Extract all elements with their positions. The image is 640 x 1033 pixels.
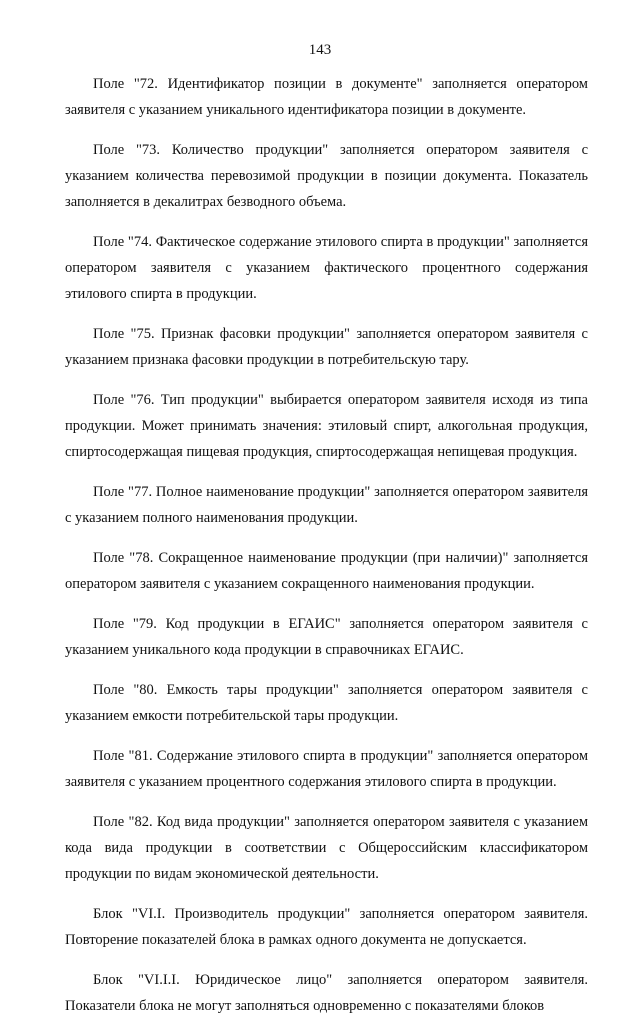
paragraph-field-72: Поле "72. Идентификатор позиции в документе" заполняется оператором заявителя с указанием уникального идентификатора позиции в документе. — [65, 76, 588, 118]
paragraph-field-80: Поле "80. Емкость тары продукции" заполняется оператором заявителя с указанием емкости потребительской тары продукции. — [65, 682, 588, 724]
paragraph-field-78: Поле "78. Сокращенное наименование продукции (при наличии)" заполняется оператором заявителя с указанием сокращенного наименования продукции. — [65, 550, 588, 592]
paragraph-field-74: Поле "74. Фактическое содержание этилового спирта в продукции" заполняется оператором заявителя с указанием фактического процентного содержания этилового спирта в продукции. — [65, 234, 588, 302]
paragraph-field-76: Поле "76. Тип продукции" выбирается оператором заявителя исходя из типа продукции. Может принимать значения: этиловый спирт, алкогольная продукция, спиртосодержащая пищевая продукция, спиртосодержащая непищевая продукция. — [65, 392, 588, 460]
page-number: 143 — [308, 42, 332, 58]
body-text — [65, 71, 588, 1033]
paragraph-block-vi-i-i: Блок "VI.I.I. Юридическое лицо" заполняется оператором заявителя. Показатели блока не могут заполняться одновременно с показателями блоков — [65, 972, 588, 1014]
paragraph-field-77: Поле "77. Полное наименование продукции" заполняется оператором заявителя с указанием полного наименования продукции. — [65, 484, 588, 526]
paragraph-field-75: Поле "75. Признак фасовки продукции" заполняется оператором заявителя с указанием признака фасовки продукции в потребительскую тару. — [65, 326, 588, 368]
paragraph-field-81: Поле "81. Содержание этилового спирта в продукции" заполняется оператором заявителя с указанием процентного содержания этилового спирта в продукции. — [65, 748, 588, 790]
paragraph-field-79: Поле "79. Код продукции в ЕГАИС" заполняется оператором заявителя с указанием уникального кода продукции в справочниках ЕГАИС. — [65, 616, 588, 658]
paragraph-field-82: Поле "82. Код вида продукции" заполняется оператором заявителя с указанием кода вида продукции в соответствии с Общероссийским классификатором продукции по видам экономической деятельности. — [65, 814, 588, 882]
paragraph-block-vi-i: Блок "VI.I. Производитель продукции" заполняется оператором заявителя. Повторение показателей блока в рамках одного документа не допускается. — [65, 906, 588, 948]
paragraph-field-73: Поле "73. Количество продукции" заполняется оператором заявителя с указанием количества перевозимой продукции в позиции документа. Показатель заполняется в декалитрах безводного объема. — [65, 142, 588, 210]
